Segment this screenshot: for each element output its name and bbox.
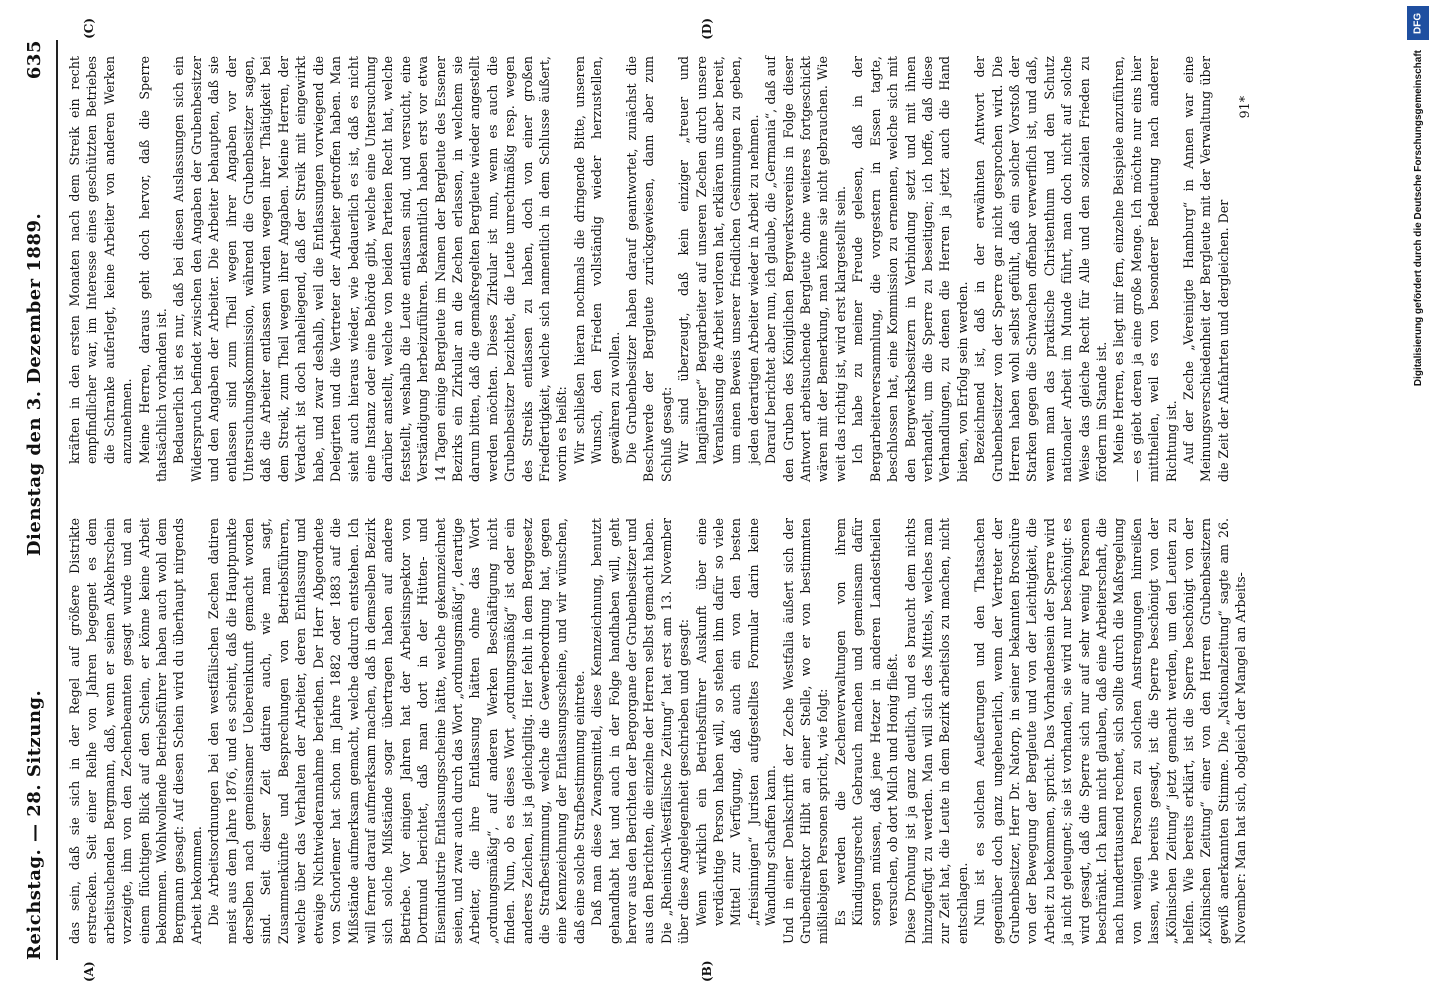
footnote-number: 91* [1237,96,1253,119]
paragraph: Die Grubenbesitzer haben darauf geantwortet, zunächst die Beschwerde der Bergleute zurückgewiesen, dann aber zum Schluß gesagt: [624,56,674,482]
page-header [16,40,52,960]
quote-paragraph: Es werden die Zechenverwaltungen von ihrem Kündigungsrecht Gebrauch machen und gemeinsam dafür sorgen müssen, daß jene Hetzer in anderen Landestheilen versuchen, ob dort Milch und Honig fließt. [832,518,901,926]
text-columns [66,52,1410,948]
margin-marker-b: (B) [700,960,714,982]
paragraph: Meine Herren, daraus geht doch hervor, daß die Sperre thatsächlich vorhanden ist. [136,56,170,482]
quote-paragraph: Wenn wirklich ein Betriebsführer Auskunft über eine verdächtige Person haben will, so stehen ihm dafür so viele Mittel zur Verfügung, daß auch ein von den besten „freisinnigen“ Juristen aufgestelltes Formular darin keine Wandlung schaffen kann. [693,518,779,926]
paragraph: Daß man diese Zwangsmittel, diese Kennzeichnung, benutzt gehandhabt hat und auch in der Folge handhaben will, geht hervor aus den Berichten der Bergorgane der Grubenbesitzer und aus den Berichten, die einzelne der Herren selbst gemacht haben. Die „Rheinisch-Westfälische Zeitung“ hat erst am 13. November über diese Angelegenheit geschrieben und gesagt: [589,518,692,944]
dfg-funding-note: Digitalisierung gefördert durch die Deutsche Forschungsgemeinschaft [1412,50,1424,387]
paragraph: Die Arbeitsordnungen bei den westfälischen Zechen datiren meist aus dem Jahre 1876, und es scheint, daß die Hauptpunkte derselben nach gemeinsamer Uebereinkunft gemacht worden sind. Seit dieser Zeit datiren auch, wie man sagt, Zusammenkünfte und Besprechungen von Betriebsführern, welche über das Verhalten der Arbeiter, deren Entlassung und etwaige Nichtwiederannahme beriethen. Der Herr Abgeordnete von Schorlemer hat schon im Jahre 1882 oder 1883 auf die Mißstände aufmerksam gemacht, welche dadurch entstehen. Ich will ferner darauf aufmerksam machen, daß in demselben Bezirk sich solche Mißstände sogar übertragen haben auf andere Betriebe. Vor einigen Jahren hat der Arbeitsinspektor von Dortmund berichtet, daß man dort in der Hütten- und Eisenindustrie Entlassungsscheine hätte, welche gekennzeichnet seien, und zwar auch durch das Wort „ordnungsmäßig“, derartige Arbeiter, die ihre Entlassung hätten ohne das Wort „ordnungsmäßig“, auf anderen Werken Beschäftigung nicht finden. Nun, ob es dieses Wort „ordnungsmäßig“ ist oder ein anderes Zeichen, ist ja gleichgiltig. Hier fehlt in dem Berggesetz die Strafbestimmung, welche die Gewerbeordnung hat, gegen eine Kennzeichnung der Entlassungsscheine, und wir wünschen, daß eine solche Strafbestimmung eintrete. [206,518,587,944]
header-center: Dienstag den 3. Dezember 1889. [23,212,45,557]
paragraph: Und in einer Denkschrift der Zeche Westfalia äußert sich der Grubendirektor Hilbt an einer Stelle, wo er von bestimmten mißliebigen Personen spricht, wie folgt: [780,518,831,944]
left-column [66,514,1410,948]
header-rule [56,40,58,960]
margin-marker-c: (C) [82,18,96,39]
paragraph: Bezeichnend ist, daß in der erwähnten Antwort der Grubenbesitzer von der Sperre gar nicht gesprochen wird. Die Herren haben wohl selbst gefühlt, daß ein solcher Vorstoß der Starken gegen die Schwachen offenbar verwerflich ist, und daß, wenn man das praktische Christenthum und den Schutz nationaler Arbeit im Munde führt, man doch nicht auf solche Weise das gleiche Recht für Alle und den sozialen Frieden zu fördern im Stande ist. [972,56,1109,482]
paragraph: Darauf berichtet aber nun, ich glaube, die „Germania“, daß auf den Gruben des Königlichen Bergwerksvereins in Folge dieser Antwort arbeitsuchende Bergleute ohne weiteres fortgeschickt wären mit der Bemerkung, man könne sie nicht gebrauchen. Wie weit das richtig ist, wird erst klargestellt sein. [763,56,848,482]
paragraph: Bedauerlich ist es nur, daß bei diesen Auslassungen sich ein Widerspruch befindet zwischen den Angaben der Grubenbesitzer und den Angaben der Arbeiter. Die Arbeiter behaupten, daß sie entlassen sind zum Theil wegen ihrer Angaben vor der Untersuchungskommission, während die Grubenbesitzer sagen, daß die Arbeiter entlassen wurden wegen ihrer Thätigkeit bei dem Streik, zum Theil wegen ihrer Angaben. Meine Herren, der Verdacht ist doch naheliegend, daß der Streik mit eingewirkt habe, und zwar deshalb, weil die Entlassungen vorwiegend die Delegirten und die Vertreter der Arbeiter getroffen haben. Man sieht auch hieraus wieder, wie bedauerlich es ist, daß es nicht eine Instanz oder eine Behörde gibt, welche eine Untersuchung darüber anstellt, welche von beiden Parteien Recht hat, welche feststellt, weshalb die Leute entlassen sind, und versucht, eine Verständigung herbeizuführen. Bekanntlich haben erst vor etwa 14 Tagen einige Bergleute im Namen der Bergleute des Essener Bezirks ein Zirkular an die Zechen erlassen, in welchem sie darum bitten, daß die gemaßregelten Bergleute wieder angestellt werden möchten. Dieses Zirkular ist nun, wenn es auch die Grubenbesitzer bezichtet, die Leute unrechtmäßig resp. wegen des Streiks entlassen zu haben, doch von einer großen Friedfertigkeit, welche sich namentlich in dem Schlusse äußert, worin es heißt: [171,56,570,482]
paragraph: Ich habe zu meiner Freude gelesen, daß in der Bergarbeiterversammlung, die vorgestern in Essen tagte, beschlossen hat, eine Kommission zu ernennen, welche sich mit den Bergwerksbesitzern in Verbindung setzt und mit ihnen verhandelt, um die Sperre zu beseitigen; ich hoffe, daß diese Verhandlungen, zu denen die Herren ja jetzt auch die Hand bieten, von Erfolg sein werden. [850,56,970,482]
dfg-sidebar [1404,0,1432,1000]
paragraph: Nun ist es solchen Aeußerungen und den Thatsachen gegenüber doch ganz ungeheuerlich, wenn der Vertreter der Grubenbesitzer, Herr Dr. Natorp, in seiner bekannten Broschüre von der Bewegung der Bergleute und von der Leichtigkeit, die Arbeit zu bekommen, spricht. Das Vorhandensein der Sperre wird ja nicht geleugnet; sie ist vorhanden, sie wird nur beschönigt: es wird gesagt, daß die Sperre sich nur auf sehr wenig Personen beschränkt. Ich kann nicht glauben, daß eine Arbeiterschaft, die nach hunderttausend rechnet, sich sollte durch die Maßregelung von wenigen Personen zu solchen Anstrengungen hinreißen lassen, wie bereits gesagt, ist die Sperre beschönigt von der „Kölnischen Zeitung“ jetzt gemacht werden, um den Leuten zu helfen. Wie bereits erklärt, ist die Sperre beschönigt von der „Kölnischen Zeitung“ einer von den Herren Grubenbesitzern gewiß anerkannten Stimme. Die „Nationalzeitung“ sagte am 26. November: Man hat sich, obgleich der Mangel an Arbeits- [972,518,1249,944]
paragraph: Auf der Zeche „Vereinigte Hamburg“ in Annen war eine Meinungsverschiedenheit der Bergleute mit der Verwaltung über die Zeit der Anfahrten und dergleichen. Der [1181,56,1231,482]
dfg-logo: DFG [1407,6,1429,40]
quote-paragraph: kräften in den ersten Monaten nach dem Streik ein recht empfindlicher war, im Interesse eines geschützten Betriebes die Schranke auferlegt, keine Arbeiter von anderen Werken anzunehmen. [67,56,135,464]
quote-paragraph: Wir schließen hieran nochmals die dringende Bitte, unseren Wunsch, den Frieden vollständig wieder herzustellen, gewähren zu wollen. [571,56,622,464]
header-left: Reichstag. — 28. Sitzung. [23,689,45,960]
paragraph: Diese Drohung ist ja ganz deutlich, und es braucht dem nichts hinzugefügt zu werden. Man will sich des Mittels, welches man zur Zeit hat, die Leute in dem Bezirk arbeitslos zu machen, nicht entschlagen. [902,518,970,944]
margin-marker-d: (D) [700,18,714,40]
margin-marker-a: (A) [82,961,96,982]
quote-paragraph: Wir sind überzeugt, daß kein einziger „treuer und langjähriger“ Bergarbeiter auf unseren Zechen durch unsere Veranlassung die Arbeit verloren hat, erklären uns aber bereit, um einen Beweis unserer friedlichen Gesinnungen zu geben, jeden derartigen Arbeiter wieder in Arbeit zu nehmen. [676,56,761,464]
right-column [66,52,1410,486]
page-number: 635 [23,40,45,80]
paragraph: das sein, daß sie sich in der Regel auf größere Distrikte erstrecken. Seit einer Reihe von Jahren begegnet es dem arbeitsuchenden Bergmann, daß, wenn er seinen Abkehrschein vorzeigte, ihm von den Zechenbeamten gesagt wurde und an einem flüchtigen Blick auf den Schein, er könne keine Arbeit bekommen. Wohlwollende Betriebsführer haben auch wohl dem Bergmann gesagt: Auf diesen Schein wird du überhaupt nirgends Arbeit bekommen. [67,518,204,944]
paragraph: Meine Herren, es liegt mir fern, einzelne Beispiele anzuführen, — es giebt deren ja eine große Menge. Ich möchte nur eins hier mittheilen, weil es von besonderer Bedeutung nach anderer Richtung ist. [1111,56,1179,482]
